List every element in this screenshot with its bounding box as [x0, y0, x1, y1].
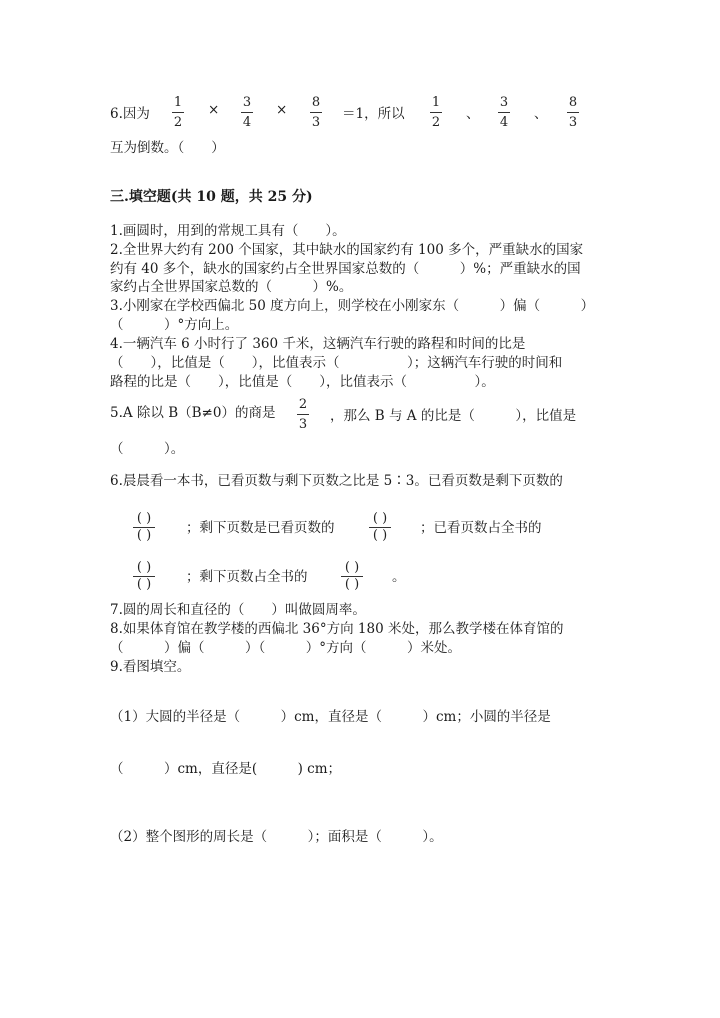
q6-separator: 、	[466, 106, 480, 122]
item-6-line1: 6.晨晨看一本书，已看页数与剩下页数之比是 5∶3。已看页数是剩下页数的	[110, 473, 563, 489]
q6-fraction-2: 3 4	[242, 95, 252, 130]
item-6-blank-fraction: ( ) ( )	[133, 512, 155, 543]
item-6-blank-fraction: ( ) ( )	[133, 561, 155, 592]
item-8-line1: 8.如果体育馆在教学楼的西偏北 36°方向 180 米处，那么教学楼在体育馆的	[110, 621, 564, 637]
times-sign: ×	[208, 102, 220, 118]
item-5-line1-rest: ，那么 B 与 A 的比是（ ），比值是	[330, 408, 577, 424]
q6-equals: ＝1，所以	[342, 106, 405, 122]
item-6-text-b: ；剩下页数是已看页数的	[186, 520, 335, 536]
item-6-text-c: ；已看页数占全书的	[420, 520, 542, 536]
item-5-line1: 5.A 除以 B（B≠0）的商是	[110, 405, 276, 421]
item-7: 7.圆的周长和直径的（ ）叫做圆周率。	[110, 602, 366, 618]
item-2-line1: 2.全世界大约有 200 个国家，其中缺水的国家约有 100 多个，严重缺水的国家	[110, 242, 584, 258]
q6-fraction-3: 8 3	[311, 95, 321, 130]
item-5-line2: （ ）。	[110, 441, 185, 457]
item-5-fraction: 2 3	[298, 397, 308, 432]
item-2-line2: 约有 40 多个，缺水的国家约占全世界国家总数的（ ）%；严重缺水的国	[110, 261, 581, 277]
item-9: 9.看图填空。	[110, 659, 191, 675]
item-6-blank-fraction: ( ) ( )	[341, 561, 363, 592]
item-2-line3: 家约占全世界国家总数的（ ）%。	[110, 279, 353, 295]
item-8-line2: （ ）偏（ ）（ ）°方向（ ）米处。	[110, 640, 461, 656]
item-4-line1: 4.一辆汽车 6 小时行了 360 千米，这辆汽车行驶的路程和时间的比是	[110, 336, 526, 352]
q6-fraction-5: 3 4	[499, 95, 509, 130]
item-9-part1-line1: （1）大圆的半径是（ ）cm，直径是（ ）cm；小圆的半径是	[110, 709, 551, 725]
item-3-line1: 3.小刚家在学校西偏北 50 度方向上，则学校在小刚家东（ ）偏（ ）	[110, 298, 595, 314]
item-4-line3: 路程的比是（ ），比值是（ ），比值表示（ ）。	[110, 374, 495, 390]
section-title: 三.填空题(共 10 题，共 25 分)	[110, 189, 313, 205]
q6-fraction-1: 1 2	[173, 95, 183, 130]
q6-separator: 、	[534, 106, 548, 122]
q6-fraction-4: 1 2	[431, 95, 441, 130]
q6-line2: 互为倒数。（ ）	[110, 140, 225, 156]
q6-fraction-6: 8 3	[568, 95, 578, 130]
item-6-text-d: ；剩下页数占全书的	[186, 569, 308, 585]
item-6-blank-fraction: ( ) ( )	[369, 512, 391, 543]
item-9-part1-line2: （ ）cm，直径是( ) cm；	[110, 761, 342, 777]
item-3-line2: （ ）°方向上。	[110, 317, 239, 333]
item-4-line2: （ ），比值是（ ），比值表示（ ）；这辆汽车行驶的时间和	[110, 355, 563, 371]
times-sign: ×	[276, 102, 288, 118]
item-6-text-e: 。	[392, 569, 406, 585]
q6-prefix: 6.因为	[110, 106, 150, 122]
item-1: 1.画圆时，用到的常规工具有（ ）。	[110, 223, 346, 239]
item-9-part2: （2）整个图形的周长是（ ）；面积是（ ）。	[110, 829, 443, 845]
